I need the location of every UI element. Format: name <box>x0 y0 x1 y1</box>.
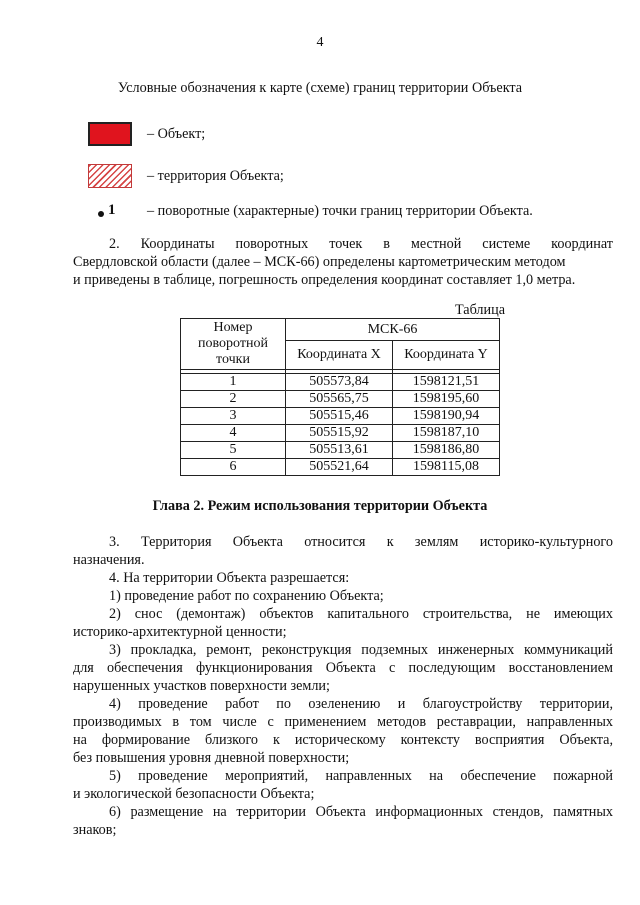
page-number: 4 <box>316 35 324 50</box>
list-item-4-line: на формирование близкого к историческому контексту восприятия Объекта, <box>73 732 613 748</box>
coordinates-table <box>180 318 500 476</box>
coord-x-cell: 505521,64 <box>286 459 393 476</box>
coord-x-cell: 505515,92 <box>286 425 393 442</box>
chapter-heading: Глава 2. Режим использования территории Объекта <box>152 498 488 514</box>
table-header-row <box>181 319 500 341</box>
paragraph-3-line: назначения. <box>73 552 145 568</box>
point-marker-swatch <box>88 199 132 223</box>
point-marker-number: 1 <box>108 202 116 218</box>
legend-label-object: – Объект; <box>147 126 206 142</box>
coord-x-cell: 505515,46 <box>286 408 393 425</box>
paragraph-2-line: 2. Координаты поворотных точек в местной системе координат <box>109 236 613 252</box>
point-number-cell: 1 <box>181 374 286 391</box>
coord-y-cell: 1598121,51 <box>393 374 500 391</box>
table-row <box>181 391 500 408</box>
point-number-cell: 4 <box>181 425 286 442</box>
list-item-5-line: 5) проведение мероприятий, направленных на обеспечение пожарной <box>109 768 613 784</box>
point-number-cell: 2 <box>181 391 286 408</box>
list-item-6-line: знаков; <box>73 822 117 838</box>
paragraph-2 <box>73 235 613 289</box>
paragraph-4: 4. На территории Объекта разрешается: <box>109 570 350 586</box>
point-dot-icon <box>98 211 104 217</box>
legend-item-territory <box>88 161 284 191</box>
header-coord-y: Координата Y <box>393 341 500 370</box>
coord-y-cell: 1598195,60 <box>393 391 500 408</box>
table-row <box>181 442 500 459</box>
legend-label-points: – поворотные (характерные) точки границ территории Объекта. <box>147 203 533 219</box>
table-caption: Таблица <box>454 302 505 318</box>
legend-item-object <box>88 119 205 149</box>
coord-x-cell: 505565,75 <box>286 391 393 408</box>
body-text <box>73 533 613 839</box>
header-msk66: МСК-66 <box>286 319 500 341</box>
table-row <box>181 425 500 442</box>
list-item-3-line: 3) прокладка, ремонт, реконструкция подземных инженерных коммуникаций <box>109 642 613 658</box>
list-item-2-line: 2) снос (демонтаж) объектов капитального строительства, не имеющих <box>109 606 613 622</box>
list-item-3-line: для обеспечения функционирования Объекта с последующим восстановлением <box>73 660 613 676</box>
list-item-4-line: производимых в том числе с применением методов реставрации, направленных <box>73 714 613 730</box>
header-coord-x: Координата X <box>286 341 393 370</box>
table-row <box>181 374 500 391</box>
legend-item-points <box>88 196 533 226</box>
coord-x-cell: 505573,84 <box>286 374 393 391</box>
list-item-4-line: 4) проведение работ по озеленению и благоустройству территории, <box>109 696 613 712</box>
coord-x-cell: 505513,61 <box>286 442 393 459</box>
territory-hatch-swatch <box>88 164 132 188</box>
point-number-cell: 5 <box>181 442 286 459</box>
coord-y-cell: 1598186,80 <box>393 442 500 459</box>
list-item-1: 1) проведение работ по сохранению Объекта; <box>109 588 384 604</box>
table-row <box>181 408 500 425</box>
list-item-4-line: без повышения уровня дневной поверхности; <box>73 750 350 766</box>
list-item-6-line: 6) размещение на территории Объекта информационных стендов, памятных <box>109 804 613 820</box>
table-row <box>181 459 500 476</box>
coord-y-cell: 1598115,08 <box>393 459 500 476</box>
paragraph-2-line: и приведены в таблице, погрешность определения координат составляет 1,0 метра. <box>73 272 576 288</box>
legend-label-territory: – территория Объекта; <box>147 168 284 184</box>
object-swatch <box>88 122 132 146</box>
point-number-cell: 6 <box>181 459 286 476</box>
list-item-2-line: историко-архитектурной ценности; <box>73 624 287 640</box>
list-item-5-line: и экологической безопасности Объекта; <box>73 786 315 802</box>
paragraph-3-line: 3. Территория Объекта относится к землям историко-культурного <box>109 534 613 550</box>
legend-title: Условные обозначения к карте (схеме) границ территории Объекта <box>117 80 523 96</box>
paragraph-2-line: Свердловской области (далее – МСК-66) определены картометрическим методом <box>73 254 566 270</box>
coord-y-cell: 1598187,10 <box>393 425 500 442</box>
coord-y-cell: 1598190,94 <box>393 408 500 425</box>
point-number-cell: 3 <box>181 408 286 425</box>
list-item-3-line: нарушенных участков поверхности земли; <box>73 678 330 694</box>
header-point-number: Номер поворотной точки <box>181 319 286 370</box>
